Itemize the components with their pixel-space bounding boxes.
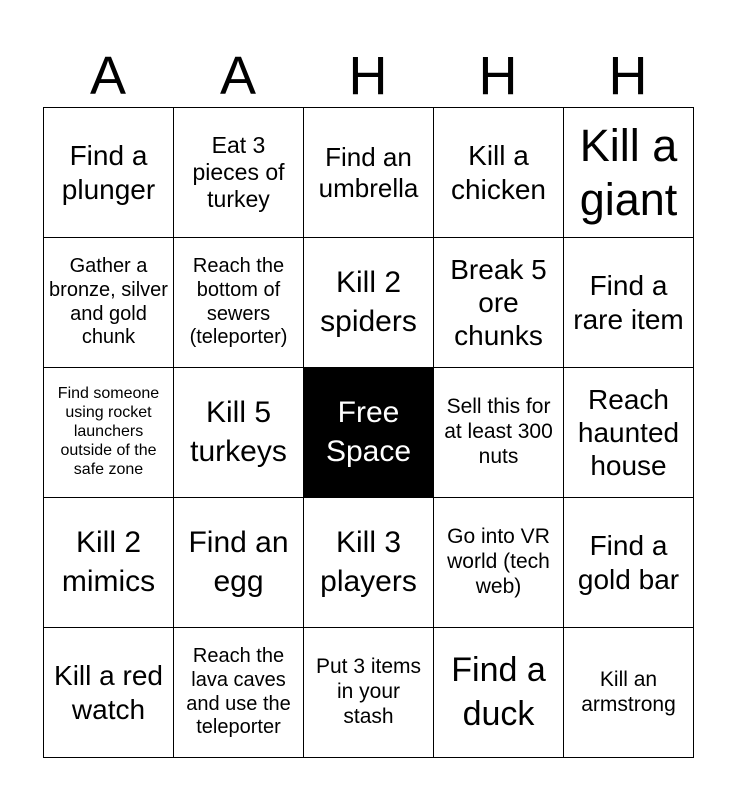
bingo-cell[interactable] <box>564 628 694 758</box>
cell-text: Break 5 ore chunks <box>450 253 547 352</box>
bingo-cell[interactable] <box>44 498 174 628</box>
header-letter: A <box>219 46 257 106</box>
header-letter: A <box>89 46 127 106</box>
free-space-text: Free Space <box>325 396 412 468</box>
bingo-header <box>43 44 693 108</box>
cell-text: Kill 5 turkeys <box>190 396 287 468</box>
bingo-cell[interactable] <box>564 238 694 368</box>
bingo-cell[interactable] <box>564 108 694 238</box>
bingo-cell[interactable] <box>44 628 174 758</box>
cell-text: Kill 3 players <box>320 526 417 598</box>
bingo-cell[interactable] <box>434 628 564 758</box>
bingo-cell[interactable] <box>564 498 694 628</box>
bingo-cell[interactable] <box>304 628 434 758</box>
free-space-cell[interactable] <box>304 368 434 498</box>
cell-text: Reach the bottom of sewers (teleporter) <box>189 255 288 349</box>
bingo-cell[interactable] <box>434 498 564 628</box>
bingo-cell[interactable] <box>174 238 304 368</box>
cell-text: Kill a red watch <box>54 660 163 725</box>
cell-text: Sell this for at least 300 nuts <box>444 395 553 468</box>
bingo-cell[interactable] <box>304 108 434 238</box>
bingo-cell[interactable] <box>174 108 304 238</box>
cell-text: Find a plunger <box>61 140 156 205</box>
bingo-board <box>43 107 694 758</box>
bingo-cell[interactable] <box>44 108 174 238</box>
bingo-cell[interactable] <box>434 108 564 238</box>
bingo-cell[interactable] <box>44 368 174 498</box>
bingo-cell[interactable] <box>304 238 434 368</box>
header-letter: H <box>348 46 388 106</box>
cell-text: Kill 2 spiders <box>320 266 417 338</box>
bingo-cell[interactable] <box>174 368 304 498</box>
bingo-cell[interactable] <box>174 628 304 758</box>
cell-text: Find a duck <box>451 650 546 733</box>
cell-text: Put 3 items in your stash <box>315 655 422 728</box>
cell-text: Find a gold bar <box>577 530 680 595</box>
cell-text: Kill 2 mimics <box>61 526 156 598</box>
cell-text: Find an umbrella <box>318 141 419 203</box>
cell-text: Kill a chicken <box>451 140 546 205</box>
cell-text: Kill a giant <box>579 120 678 225</box>
cell-text: Find someone using rocket launchers outside of the safe zone <box>57 385 160 478</box>
header-letter: H <box>608 46 648 106</box>
cell-text: Find a rare item <box>573 270 684 335</box>
header-letter: H <box>478 46 518 106</box>
bingo-cell[interactable] <box>434 368 564 498</box>
cell-text: Reach haunted house <box>577 383 680 482</box>
cell-text: Go into VR world (tech web) <box>447 525 550 598</box>
cell-text: Reach the lava caves and use the teleporter <box>186 645 291 739</box>
cell-text: Kill an armstrong <box>581 667 676 716</box>
bingo-cell[interactable] <box>44 238 174 368</box>
cell-text: Find an egg <box>188 526 289 598</box>
bingo-cell[interactable] <box>304 498 434 628</box>
bingo-cell[interactable] <box>434 238 564 368</box>
bingo-cell[interactable] <box>564 368 694 498</box>
cell-text: Gather a bronze, silver and gold chunk <box>49 255 168 349</box>
bingo-cell[interactable] <box>174 498 304 628</box>
cell-text: Eat 3 pieces of turkey <box>192 131 285 213</box>
